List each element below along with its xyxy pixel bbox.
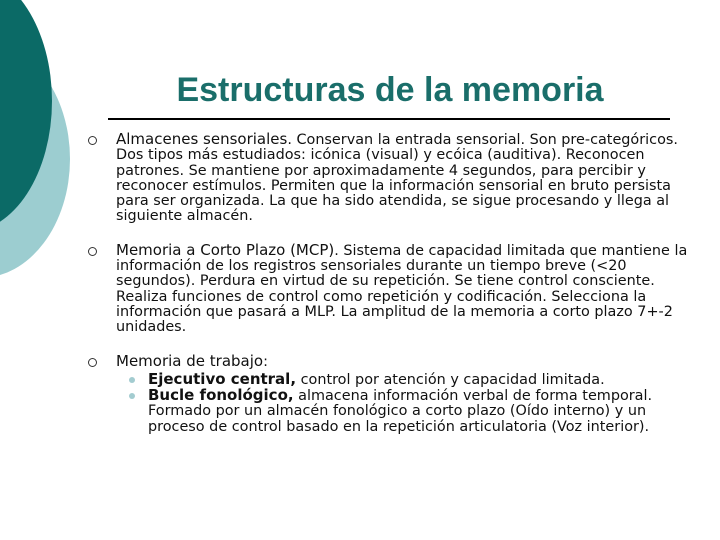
item-lead: Memoria de trabajo [116, 351, 264, 370]
bullet-item-short-term [88, 240, 688, 336]
item-lead: Almacenes sensoriales [116, 130, 288, 148]
sub-item-bold: Ejecutivo central, [148, 369, 297, 388]
ring-bullet-icon [88, 136, 97, 145]
bullet-list [88, 130, 688, 453]
sub-item-bold: Bucle fonológico, [148, 386, 294, 405]
item-text: : [263, 353, 268, 370]
item-lead: Memoria a Corto Plazo (MCP) [116, 240, 335, 259]
title-underline [108, 118, 670, 120]
bullet-item-sensory [88, 132, 688, 225]
sub-item-text: almacena información verbal de forma temporal. Formado por un almacén fonológico a corto plazo (Oído interno) y un proceso de control basado en la repetición articulatoria (Voz interior). [148, 388, 653, 435]
item-text: . Sistema de capacidad limitada que mantiene la información de los registros sensoriales durante un tiempo breve (<20 segundos). Perdura en virtud de su repetición. Se tiene control consciente. Realiza funciones de control como repetición y codificación. Selecciona la información que pasará a MLP. La amplitud de la memoria a corto plazo 7+-2 unidades. [116, 242, 688, 336]
ring-bullet-icon [88, 247, 97, 256]
sub-bullet-list [116, 369, 688, 435]
slide-title: Estructuras de la memoria [176, 71, 604, 109]
item-text: . Conservan la entrada sensorial. Son pre-categóricos. Dos tipos más estudiados: icónica (visual) y ecóica (auditiva). Reconocen patrones. Se mantiene por aproximadamente 4 segundos, para percibir y reconocer estímulos. Permiten que la información sensorial en bruto persista para ser organizada. La que ha sido atendida, se sigue procesando y llega al siguiente almacén. [116, 132, 678, 225]
sub-item-text: control por atención y capacidad limitada. [296, 371, 605, 388]
bullet-item-working-memory [88, 351, 688, 435]
ring-bullet-icon [88, 358, 97, 367]
dot-bullet-icon [129, 393, 135, 399]
sub-item-phonological-loop [116, 388, 688, 435]
dot-bullet-icon [129, 377, 135, 383]
